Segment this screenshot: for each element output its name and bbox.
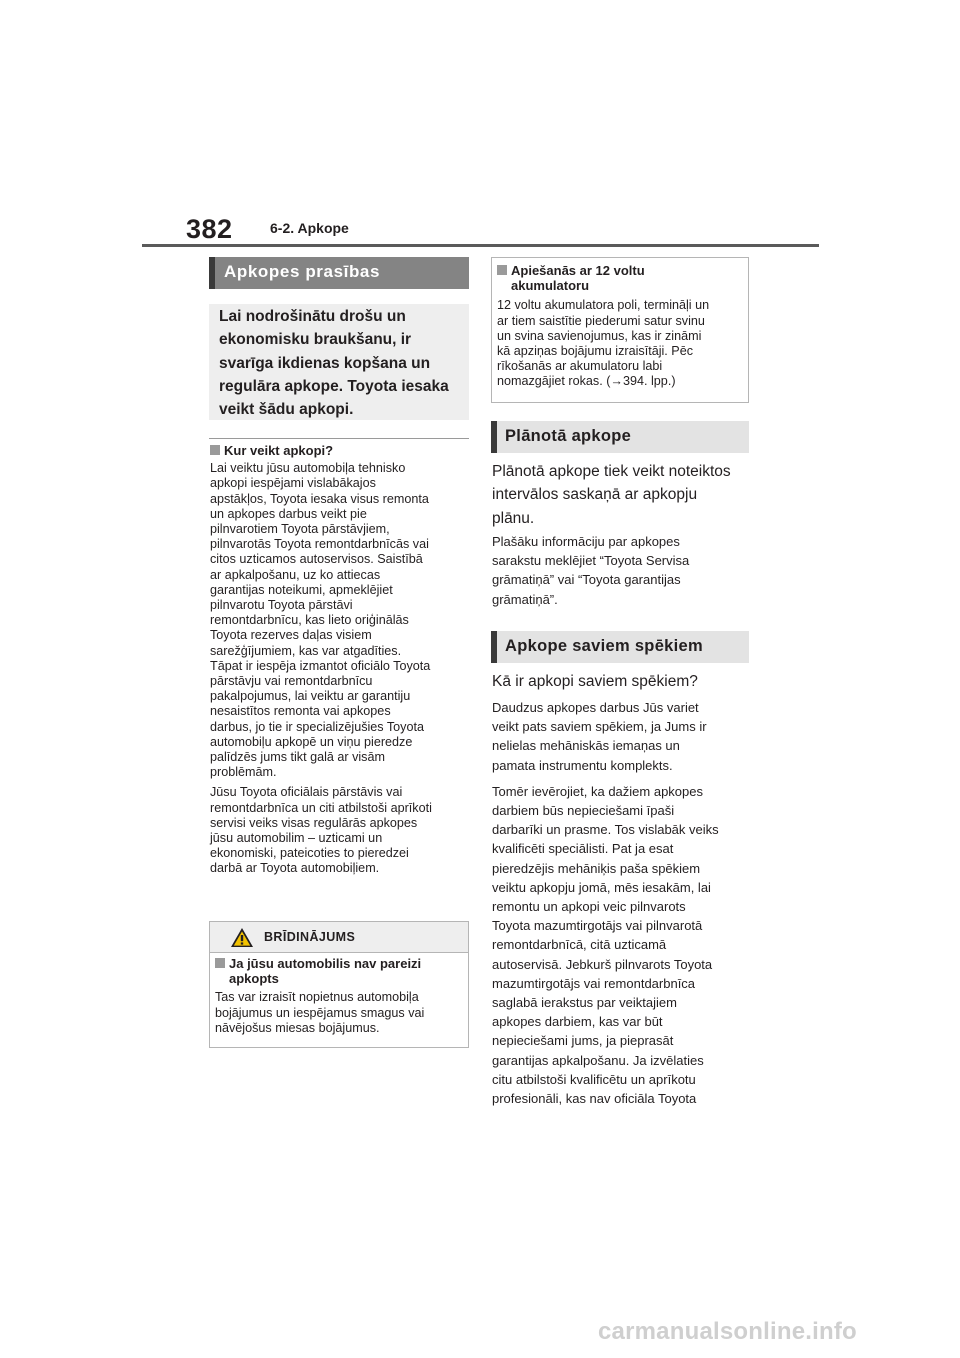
text-line: apkopi iespējami vislabākajos	[210, 476, 376, 491]
text-line: pieredzējis mehāniķis paša spēkiem	[492, 860, 701, 876]
text-line: remontdarbnīcu, kas lieto oriģinālās	[210, 613, 409, 628]
text-line: ekonomiski, pateicoties to pieredzei	[210, 846, 409, 861]
text-line: kvalificēti speciālisti. Pat ja esat	[492, 841, 674, 857]
battery-note-content	[497, 263, 747, 390]
text-line: garantijas noteikumi, apmeklējiet	[210, 582, 393, 597]
text-line: garantijas apkalpošanu. Ja izvēlaties	[492, 1052, 704, 1068]
text-line: citos uzticamos autoservisos. Saistībā	[210, 552, 423, 567]
planned-maintenance-title: Plānotā apkope	[491, 421, 749, 453]
text-line: apkopes darbiem, kas var būt	[492, 1014, 663, 1030]
text-line: ar apkalpošanu, uz ko attiecas	[210, 567, 381, 582]
watermark: carmanualsonline.info	[598, 1318, 857, 1345]
text-line: nesaistītos remonta vai apkopes	[210, 704, 391, 719]
text-line: intervālos saskaņā ar apkopju	[492, 486, 698, 504]
text-line: remontu un apkopi veic pilnvarots	[492, 899, 686, 915]
section-title-bar: Apkopes prasības	[209, 257, 469, 289]
text-line: Jūsu Toyota oficiālais pārstāvis vai	[210, 785, 403, 800]
text-line: pakalpojumus, lai veiktu ar garantiju	[210, 689, 411, 704]
text-line: un svina savienojumus, kas ir zināmi	[497, 328, 702, 343]
text-line: pilnvarotās Toyota remontdarbnīcās vai	[210, 537, 429, 552]
diy-text	[492, 698, 762, 1108]
text-line: Tas var izraisīt nopietnus automobiļa	[215, 990, 419, 1005]
warning-heading: Ja jūsu automobilis nav pareizi	[215, 956, 467, 971]
text-line: nepieciešami jums, ja pieprasāt	[492, 1033, 674, 1049]
text-line: darbiem būs nepieciešami īpaši	[492, 803, 675, 819]
text-line: remontdarbnīca un citi atbilstoši aprīkoti	[210, 800, 432, 815]
warning-header	[210, 922, 468, 953]
divider	[209, 438, 469, 439]
text-line: problēmām.	[210, 765, 277, 780]
text-line: Tāpat ir iespēja izmantot oficiālo Toyota	[210, 658, 431, 673]
diy-question: Kā ir apkopi saviem spēkiem?	[492, 673, 698, 690]
intro-line: Lai nodrošinātu drošu un	[219, 308, 406, 325]
header-rule	[142, 244, 819, 247]
text-line: ar tiem saistītie piederumi satur svinu	[497, 313, 705, 328]
square-bullet-icon	[210, 445, 220, 455]
where-heading: Kur veikt apkopi?	[210, 443, 472, 458]
planned-info	[492, 532, 762, 609]
page-number: 382	[186, 214, 233, 244]
text-line: Daudzus apkopes darbus Jūs variet	[492, 700, 699, 715]
text-line: citu atbilstoši kvalificētu un aprīkotu	[492, 1071, 696, 1087]
text-line: veiktu apkopju jomā, mēs iesakām, lai	[492, 879, 711, 895]
text-line: grāmatiņā”.	[492, 591, 558, 607]
text-line: veikt pats saviem spēkiem, ja Jums ir	[492, 719, 707, 735]
warning-title: BRĪDINĀJUMS	[264, 930, 356, 944]
arrow-icon: →	[610, 374, 623, 389]
intro-line: regulāra apkope. Toyota iesaka	[219, 377, 449, 395]
warning-content	[215, 956, 467, 1036]
intro-line: svarīga ikdienas kopšana un	[219, 354, 431, 372]
text-line: Lai veiktu jūsu automobiļa tehnisko	[210, 461, 406, 476]
warning-triangle-icon	[230, 927, 254, 948]
text-line: Toyota rezerves daļas visiem	[210, 628, 372, 643]
intro-line: veikt šādu apkopi.	[219, 401, 354, 419]
text-line: palīdzēs jums tikt galā ar visām	[210, 750, 385, 765]
text-line: Tomēr ievērojiet, ka dažiem apkopes	[492, 783, 703, 799]
warning-box	[209, 921, 469, 1048]
text-line: saglabā ierakstus par veiktajiem	[492, 995, 677, 1011]
square-bullet-icon	[497, 265, 507, 275]
text-line: rīkošanās ar akumulatoru labi	[497, 359, 663, 374]
text-line: nāvējošus miesas bojājumus.	[215, 1020, 380, 1035]
battery-heading: akumulatoru	[511, 278, 590, 294]
text-line: Plašāku informāciju par apkopes	[492, 534, 680, 549]
text-line: Plānotā apkope tiek veikt noteiktos	[492, 463, 731, 480]
warning-heading: apkopts	[229, 971, 279, 987]
intro-box	[209, 304, 469, 420]
text-line: nomazgājiet rokas. (→394. lpp.)	[497, 374, 676, 389]
text-line: pilnvarotu Toyota pārstāvi	[210, 598, 353, 613]
text-line: 12 voltu akumulatora poli, termināļi un	[497, 298, 710, 313]
planned-lead	[492, 460, 762, 530]
text-line: automobiļu apkopē un viņu pieredze	[210, 734, 413, 749]
text-line: darbarīki un prasme. Tos vislabāk veiks	[492, 822, 719, 838]
text-line: pārstāvju vai remontdarbnīcu	[210, 674, 373, 689]
text-line: pamata instrumentu komplekts.	[492, 757, 673, 773]
text-line: Toyota mazumtirgotājs vai pilnvarotā	[492, 918, 703, 934]
battery-heading: Apiešanās ar 12 voltu	[497, 263, 747, 278]
text-line: autoservisā. Jebkurš pilnvarots Toyota	[492, 956, 713, 972]
text-line: sarežģījumiem, kas var atgadīties.	[210, 643, 402, 658]
text-line: servisi veiks visas regulārās apkopes	[210, 815, 418, 830]
intro-line: ekonomisku braukšanu, ir	[219, 331, 412, 349]
text-line: apstākļos, Toyota iesaka visus remonta	[210, 491, 429, 506]
text-line: remontdarbnīcā, citā uzticamā	[492, 937, 667, 953]
text-line: bojājumus un iespējamus smagus vai	[215, 1005, 425, 1020]
text-line: mazumtirgotājs vai remontdarbnīca	[492, 975, 696, 991]
text-line: grāmatiņā” vai “Toyota garantijas	[492, 572, 681, 588]
text-line: darbā ar Toyota automobiļiem.	[210, 861, 380, 876]
text-line: darbus, jo tie ir specializējušies Toyota	[210, 719, 424, 734]
text-line: jūsu automobilim – uzticami un	[210, 831, 383, 846]
text-line: pilnvarotiem Toyota pārstāvjiem,	[210, 522, 390, 537]
text-line: profesionāli, kas nav oficiāla Toyota	[492, 1091, 697, 1107]
where-section	[210, 443, 472, 877]
square-bullet-icon	[215, 958, 225, 968]
text-line: sarakstu meklējiet “Toyota Servisa	[492, 553, 690, 569]
page-reference-link[interactable]: 394. lpp.)	[623, 374, 676, 389]
text-line: plānu.	[492, 509, 535, 527]
text-line: nelielas mehāniskās iemaņas un	[492, 738, 680, 754]
text-line: kā apziņas bojājumu izraisītāji. Pēc	[497, 344, 693, 359]
diy-maintenance-title: Apkope saviem spēkiem	[491, 631, 749, 663]
section-label: 6-2. Apkope	[270, 220, 349, 236]
text-line: un apkopes darbus veikt pie	[210, 506, 367, 521]
battery-note-box	[491, 257, 749, 403]
